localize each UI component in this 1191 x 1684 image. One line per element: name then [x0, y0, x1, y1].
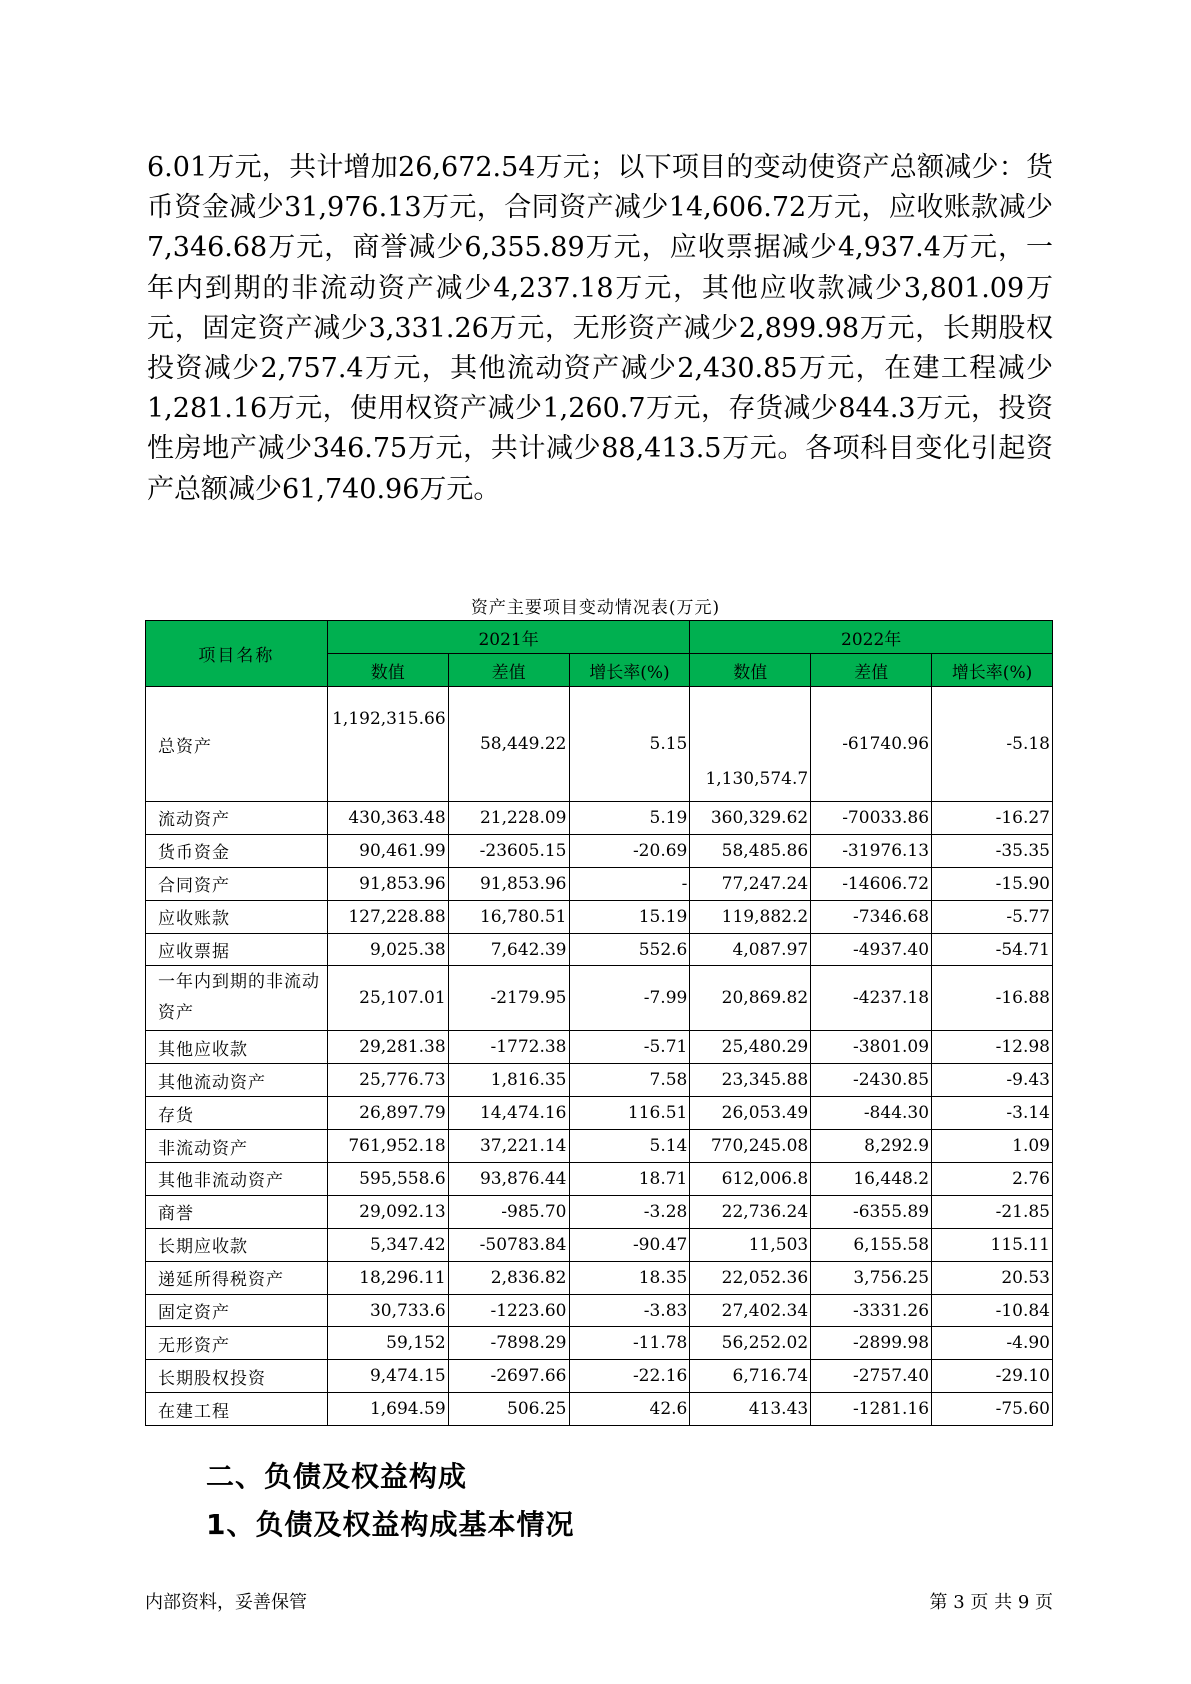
table-row: [146, 1360, 1053, 1393]
cell-rate-2021: -90.47: [569, 1228, 690, 1261]
cell-value-2021: 430,363.48: [327, 802, 448, 835]
header-diff-2022: 差值: [811, 654, 932, 687]
row-label: 无形资产: [146, 1327, 328, 1360]
cell-rate-2022: -21.85: [932, 1195, 1053, 1228]
cell-value-2021: 25,776.73: [327, 1064, 448, 1097]
cell-diff-2022: 3,756.25: [811, 1261, 932, 1294]
cell-rate-2021: 5.15: [569, 687, 690, 802]
row-label: 其他应收款: [146, 1031, 328, 1064]
cell-diff-2021: 21,228.09: [448, 802, 569, 835]
row-label: 货币资金: [146, 834, 328, 867]
cell-value-2022: 25,480.29: [690, 1031, 811, 1064]
cell-diff-2021: -7898.29: [448, 1327, 569, 1360]
cell-diff-2021: -23605.15: [448, 834, 569, 867]
cell-value-2021: 1,694.59: [327, 1393, 448, 1426]
cell-diff-2021: -2697.66: [448, 1360, 569, 1393]
cell-rate-2022: -5.18: [932, 687, 1053, 802]
cell-diff-2021: 16,780.51: [448, 900, 569, 933]
table-row: [146, 834, 1053, 867]
cell-rate-2021: -3.83: [569, 1294, 690, 1327]
cell-diff-2021: -1772.38: [448, 1031, 569, 1064]
cell-diff-2021: -50783.84: [448, 1228, 569, 1261]
table-row: [146, 1064, 1053, 1097]
header-value-2022: 数值: [690, 654, 811, 687]
cell-diff-2021: 506.25: [448, 1393, 569, 1426]
row-label: 存货: [146, 1097, 328, 1130]
table-row: [146, 1163, 1053, 1196]
cell-rate-2021: -7.99: [569, 966, 690, 1031]
cell-value-2022: 119,882.2: [690, 900, 811, 933]
row-label: 其他流动资产: [146, 1064, 328, 1097]
table-row: [146, 1195, 1053, 1228]
cell-diff-2022: -2430.85: [811, 1064, 932, 1097]
cell-rate-2022: 115.11: [932, 1228, 1053, 1261]
assets-change-table: [145, 620, 1053, 1426]
row-label: 应收票据: [146, 933, 328, 966]
cell-rate-2022: -10.84: [932, 1294, 1053, 1327]
cell-diff-2022: -61740.96: [811, 687, 932, 802]
cell-diff-2022: 8,292.9: [811, 1130, 932, 1163]
row-label: 商誉: [146, 1195, 328, 1228]
table-row: [146, 1261, 1053, 1294]
cell-diff-2022: -844.30: [811, 1097, 932, 1130]
table-row: [146, 933, 1053, 966]
cell-rate-2021: -20.69: [569, 834, 690, 867]
cell-value-2021: 9,025.38: [327, 933, 448, 966]
cell-diff-2021: 37,221.14: [448, 1130, 569, 1163]
cell-diff-2022: -3801.09: [811, 1031, 932, 1064]
cell-diff-2021: 1,816.35: [448, 1064, 569, 1097]
cell-value-2021: 30,733.6: [327, 1294, 448, 1327]
cell-value-2021: 29,281.38: [327, 1031, 448, 1064]
cell-diff-2021: -2179.95: [448, 966, 569, 1031]
cell-rate-2021: 5.19: [569, 802, 690, 835]
row-label: 应收账款: [146, 900, 328, 933]
cell-value-2022: 20,869.82: [690, 966, 811, 1031]
cell-rate-2022: -12.98: [932, 1031, 1053, 1064]
cell-value-2021: 9,474.15: [327, 1360, 448, 1393]
body-paragraph: 6.01万元，共计增加26,672.54万元；以下项目的变动使资产总额减少：货币资金减少31,976.13万元，合同资产减少14,606.72万元，应收账款减少7,346.68万元，商誉减少6,355.89万元，应收票据减少4,937.4万元，一年内到期的非流动资产减少4,237.18万元，其他应收款减少3,801.09万元，固定资产减少3,331.26万元，无形资产减少2,899.98万元，长期股权投资减少2,757.4万元，其他流动资产减少2,430.85万元，在建工程减少1,281.16万元，使用权资产减少1,260.7万元，存货减少844.3万元，投资性房地产减少346.75万元，共计减少88,413.5万元。各项科目变化引起资产总额减少61,740.96万元。: [147, 152, 1053, 505]
cell-value-2022: 23,345.88: [690, 1064, 811, 1097]
table-row: [146, 900, 1053, 933]
cell-value-2021: 90,461.99: [327, 834, 448, 867]
cell-diff-2021: 7,642.39: [448, 933, 569, 966]
cell-rate-2021: -3.28: [569, 1195, 690, 1228]
table-row: [146, 802, 1053, 835]
table-row: [146, 1294, 1053, 1327]
cell-diff-2022: 16,448.2: [811, 1163, 932, 1196]
cell-rate-2022: -16.27: [932, 802, 1053, 835]
cell-rate-2022: -5.77: [932, 900, 1053, 933]
table-row: [146, 1130, 1053, 1163]
table-row: [146, 966, 1053, 1031]
cell-rate-2021: -: [569, 867, 690, 900]
cell-value-2021: 5,347.42: [327, 1228, 448, 1261]
cell-rate-2021: 5.14: [569, 1130, 690, 1163]
cell-rate-2021: 7.58: [569, 1064, 690, 1097]
cell-diff-2022: -31976.13: [811, 834, 932, 867]
section-heading: 二、负债及权益构成: [206, 1460, 468, 1493]
cell-rate-2022: -9.43: [932, 1064, 1053, 1097]
cell-value-2021: 1,192,315.66: [327, 687, 448, 802]
row-label: 流动资产: [146, 802, 328, 835]
table-row: [146, 1228, 1053, 1261]
cell-rate-2022: 2.76: [932, 1163, 1053, 1196]
cell-value-2022: 612,006.8: [690, 1163, 811, 1196]
row-label: 合同资产: [146, 867, 328, 900]
table-row: [146, 1327, 1053, 1360]
cell-value-2022: 56,252.02: [690, 1327, 811, 1360]
cell-value-2021: 127,228.88: [327, 900, 448, 933]
cell-value-2022: 1,130,574.7: [690, 687, 811, 802]
cell-diff-2022: -14606.72: [811, 867, 932, 900]
cell-rate-2021: 18.35: [569, 1261, 690, 1294]
row-label: 其他非流动资产: [146, 1163, 328, 1196]
row-label: 递延所得税资产: [146, 1261, 328, 1294]
cell-value-2022: 27,402.34: [690, 1294, 811, 1327]
cell-diff-2021: 93,876.44: [448, 1163, 569, 1196]
cell-rate-2022: -75.60: [932, 1393, 1053, 1426]
cell-rate-2022: -29.10: [932, 1360, 1053, 1393]
row-label: 固定资产: [146, 1294, 328, 1327]
cell-rate-2021: 18.71: [569, 1163, 690, 1196]
cell-value-2021: 26,897.79: [327, 1097, 448, 1130]
cell-rate-2022: -15.90: [932, 867, 1053, 900]
cell-value-2021: 18,296.11: [327, 1261, 448, 1294]
cell-diff-2022: -7346.68: [811, 900, 932, 933]
cell-diff-2022: -4237.18: [811, 966, 932, 1031]
cell-rate-2022: 1.09: [932, 1130, 1053, 1163]
cell-rate-2022: -16.88: [932, 966, 1053, 1031]
cell-value-2022: 77,247.24: [690, 867, 811, 900]
cell-value-2021: 595,558.6: [327, 1163, 448, 1196]
cell-value-2021: 761,952.18: [327, 1130, 448, 1163]
cell-rate-2021: -22.16: [569, 1360, 690, 1393]
row-label: 在建工程: [146, 1393, 328, 1426]
cell-diff-2022: -4937.40: [811, 933, 932, 966]
cell-diff-2021: 58,449.22: [448, 687, 569, 802]
cell-value-2022: 22,736.24: [690, 1195, 811, 1228]
cell-value-2022: 4,087.97: [690, 933, 811, 966]
cell-value-2022: 22,052.36: [690, 1261, 811, 1294]
cell-value-2022: 58,485.86: [690, 834, 811, 867]
cell-diff-2021: 2,836.82: [448, 1261, 569, 1294]
row-label: 长期股权投资: [146, 1360, 328, 1393]
cell-value-2021: 91,853.96: [327, 867, 448, 900]
table-row: [146, 687, 1053, 802]
cell-value-2022: 413.43: [690, 1393, 811, 1426]
cell-diff-2022: -3331.26: [811, 1294, 932, 1327]
row-label: 一年内到期的非流动资产: [146, 966, 328, 1031]
cell-diff-2022: -1281.16: [811, 1393, 932, 1426]
header-value-2021: 数值: [327, 654, 448, 687]
table-row: [146, 1031, 1053, 1064]
cell-value-2022: 6,716.74: [690, 1360, 811, 1393]
header-rate-2022: 增长率(%): [932, 654, 1053, 687]
cell-diff-2022: -70033.86: [811, 802, 932, 835]
table-row: [146, 867, 1053, 900]
cell-diff-2021: -985.70: [448, 1195, 569, 1228]
header-year-2022: 2022年: [690, 621, 1053, 654]
cell-diff-2022: -2899.98: [811, 1327, 932, 1360]
subsection-heading: 1、负债及权益构成基本情况: [206, 1508, 575, 1541]
cell-value-2021: 59,152: [327, 1327, 448, 1360]
header-diff-2021: 差值: [448, 654, 569, 687]
cell-value-2022: 360,329.62: [690, 802, 811, 835]
cell-value-2021: 25,107.01: [327, 966, 448, 1031]
cell-rate-2021: 116.51: [569, 1097, 690, 1130]
cell-diff-2022: 6,155.58: [811, 1228, 932, 1261]
cell-rate-2021: 552.6: [569, 933, 690, 966]
cell-diff-2022: -2757.40: [811, 1360, 932, 1393]
cell-rate-2021: 42.6: [569, 1393, 690, 1426]
table-row: [146, 1393, 1053, 1426]
header-rate-2021: 增长率(%): [569, 654, 690, 687]
footer-confidential-note: 内部资料，妥善保管: [145, 1592, 307, 1613]
cell-rate-2022: 20.53: [932, 1261, 1053, 1294]
table-caption: 资产主要项目变动情况表(万元): [470, 598, 721, 618]
cell-rate-2021: -11.78: [569, 1327, 690, 1360]
cell-rate-2022: -35.35: [932, 834, 1053, 867]
cell-diff-2021: 91,853.96: [448, 867, 569, 900]
row-label: 总资产: [146, 687, 328, 802]
cell-rate-2022: -3.14: [932, 1097, 1053, 1130]
cell-diff-2022: -6355.89: [811, 1195, 932, 1228]
header-year-2021: 2021年: [327, 621, 690, 654]
header-item-name: 项目名称: [146, 621, 328, 687]
cell-value-2021: 29,092.13: [327, 1195, 448, 1228]
row-label: 长期应收款: [146, 1228, 328, 1261]
cell-rate-2021: -5.71: [569, 1031, 690, 1064]
cell-diff-2021: -1223.60: [448, 1294, 569, 1327]
row-label: 非流动资产: [146, 1130, 328, 1163]
footer-page-number: 第 3 页 共 9 页: [929, 1592, 1053, 1613]
cell-rate-2022: -54.71: [932, 933, 1053, 966]
cell-rate-2022: -4.90: [932, 1327, 1053, 1360]
cell-value-2022: 11,503: [690, 1228, 811, 1261]
table-row: [146, 1097, 1053, 1130]
cell-diff-2021: 14,474.16: [448, 1097, 569, 1130]
cell-value-2022: 26,053.49: [690, 1097, 811, 1130]
cell-rate-2021: 15.19: [569, 900, 690, 933]
cell-value-2022: 770,245.08: [690, 1130, 811, 1163]
